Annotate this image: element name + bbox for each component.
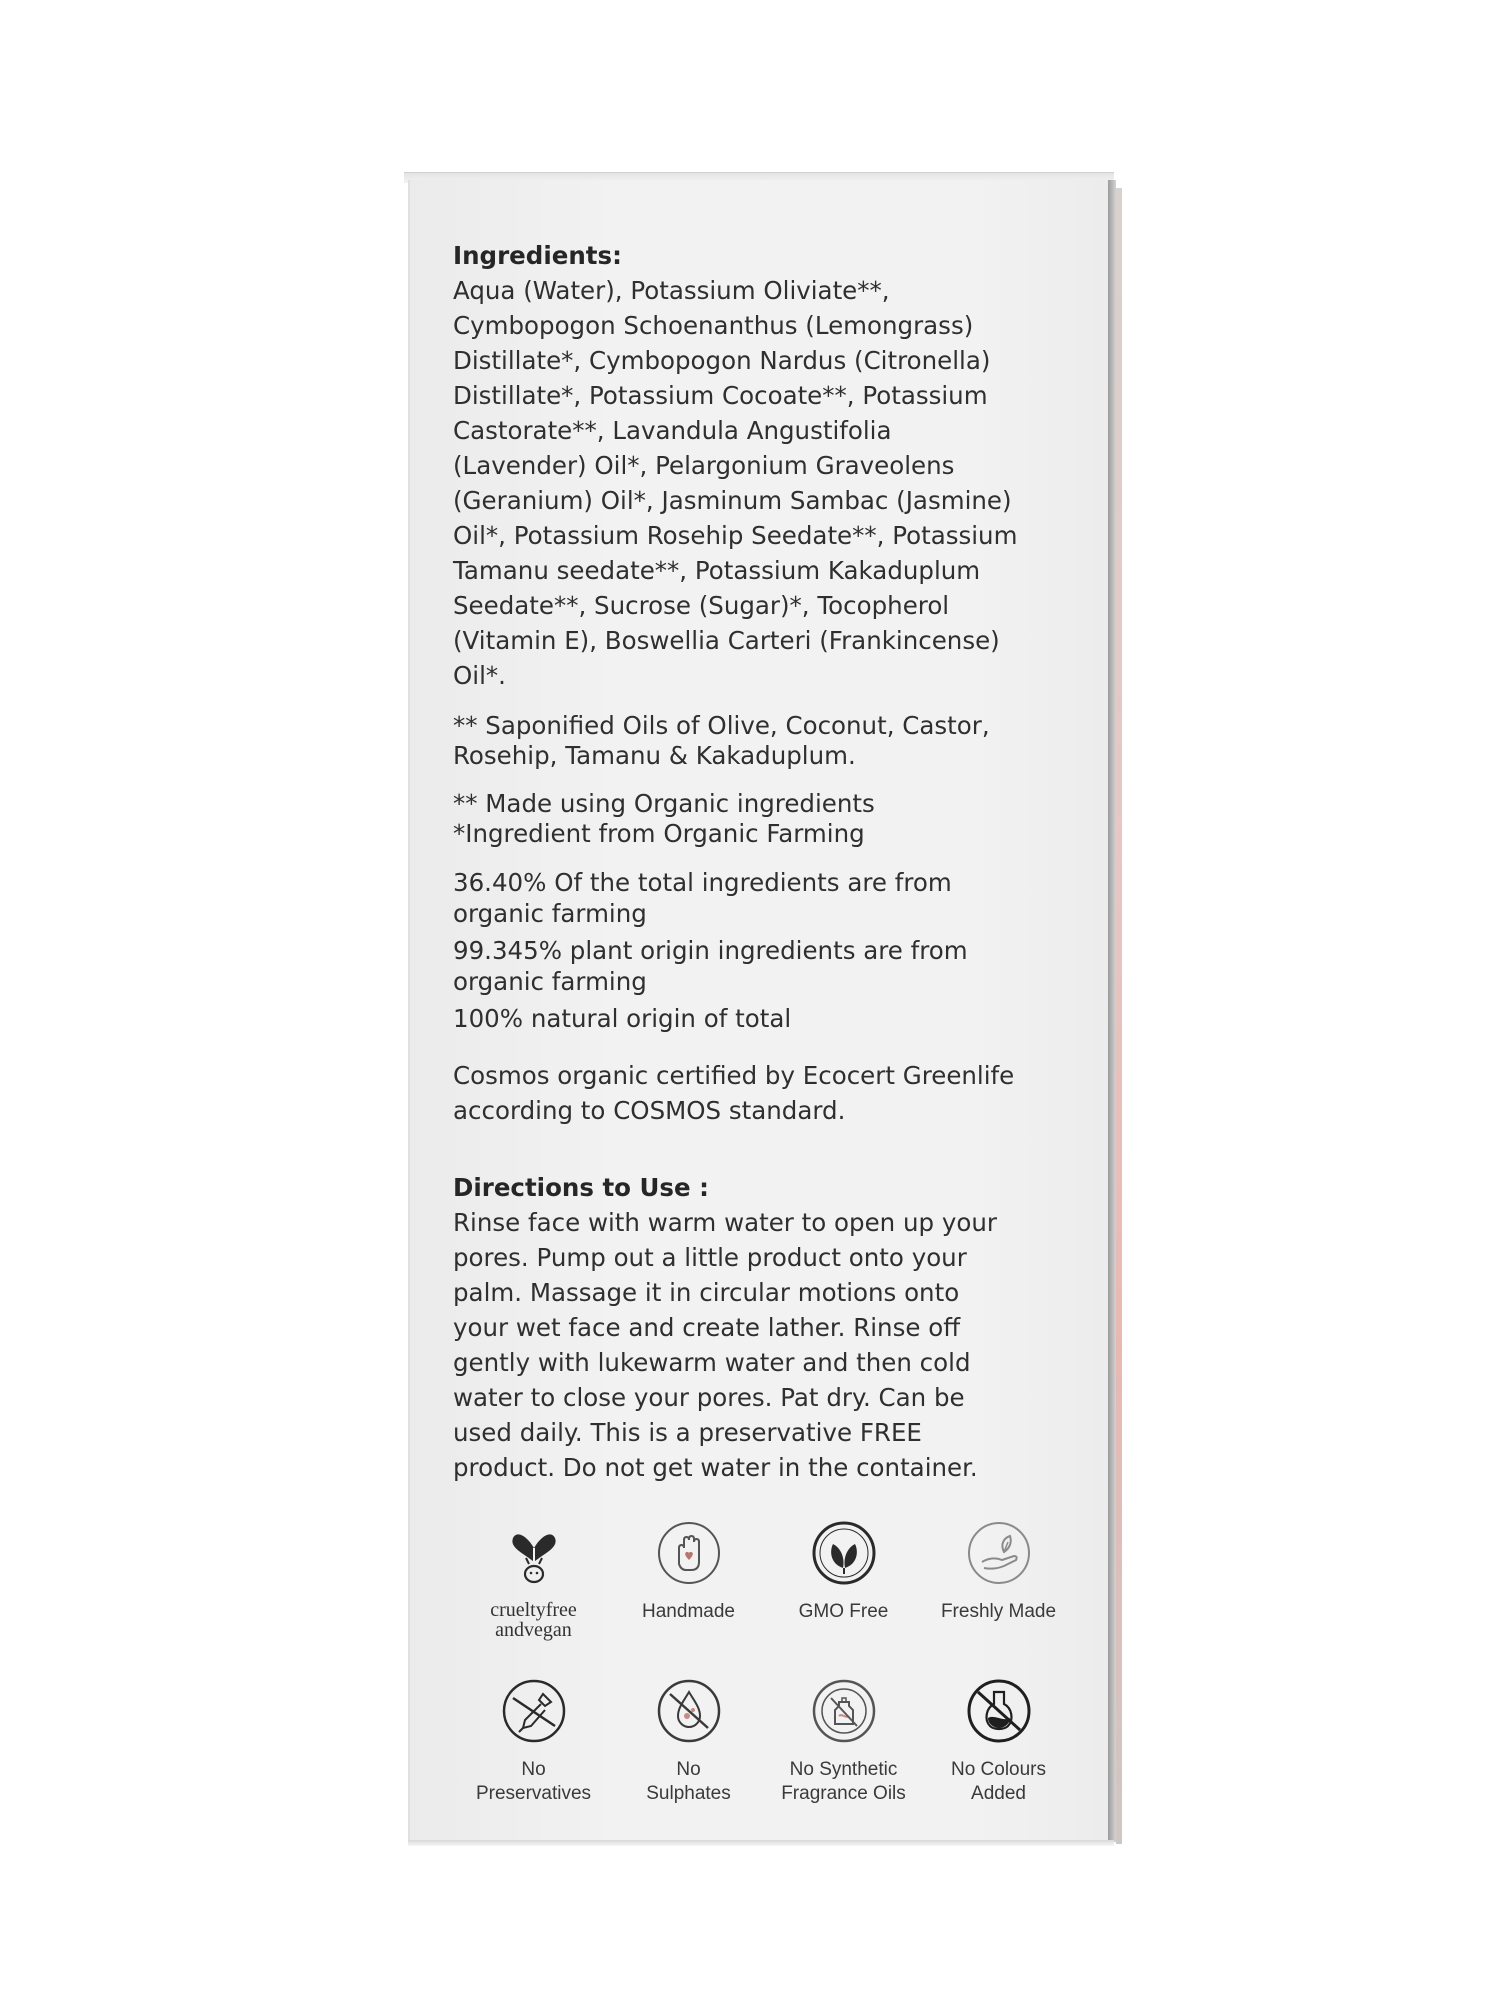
ingredients-list <box>453 273 1073 693</box>
box-bottom-edge <box>408 1840 1114 1846</box>
ingredients-line: Oil*, Potassium Rosehip Seedate**, Potassium <box>453 521 1018 550</box>
badge-cruelty-free <box>456 1518 611 1640</box>
ingredients-line: Aqua (Water), Potassium Oliviate**, <box>453 276 890 305</box>
directions-line: Rinse face with warm water to open up your <box>453 1208 997 1237</box>
badge-label: crueltyfree <box>490 1599 577 1621</box>
origin-percentages <box>453 867 1073 1034</box>
product-badges <box>456 1518 1076 1806</box>
percentage-line: 99.345% plant origin ingredients are from <box>453 936 968 965</box>
note-line: *Ingredient from Organic Farming <box>453 819 865 848</box>
no-colours-icon <box>964 1676 1034 1746</box>
handmade-icon <box>654 1518 724 1588</box>
badge-label: andvegan <box>495 1619 572 1641</box>
no-preservatives-icon <box>499 1676 569 1746</box>
label-text <box>453 238 1073 1485</box>
directions-line: product. Do not get water in the container. <box>453 1453 978 1482</box>
badge-label: No Colours <box>950 1759 1047 1780</box>
ingredients-heading: Ingredients: <box>453 241 622 270</box>
directions-line: used daily. This is a preservative FREE <box>453 1418 922 1447</box>
badge-label: Added <box>971 1783 1026 1804</box>
box-side-edge <box>1116 188 1122 1844</box>
badge-gmo-free <box>766 1518 921 1640</box>
badge-label: No <box>676 1759 701 1780</box>
gmo-free-icon <box>809 1518 879 1588</box>
organic-note <box>453 789 1073 849</box>
ingredients-line: (Lavender) Oil*, Pelargonium Graveolens <box>453 451 955 480</box>
percentage-line: organic farming <box>453 967 647 996</box>
badge-label: Sulphates <box>646 1783 731 1804</box>
cruelty-free-vegan-icon <box>499 1518 569 1588</box>
directions-line: gently with lukewarm water and then cold <box>453 1348 971 1377</box>
directions-line: palm. Massage it in circular motions onto <box>453 1278 960 1307</box>
badge-label: No <box>521 1759 546 1780</box>
ingredients-line: Distillate*, Potassium Cocoate**, Potassium <box>453 381 988 410</box>
badge-label: Freshly Made <box>940 1601 1057 1622</box>
badge-label: Preservatives <box>475 1783 592 1804</box>
certification-line: according to COSMOS standard. <box>453 1096 846 1125</box>
ingredients-line: Tamanu seedate**, Potassium Kakaduplum <box>453 556 981 585</box>
ingredients-line: Castorate**, Lavandula Angustifolia <box>453 416 892 445</box>
badge-no-colours <box>921 1676 1076 1806</box>
directions-line: water to close your pores. Pat dry. Can be <box>453 1383 965 1412</box>
ingredients-line: (Vitamin E), Boswellia Carteri (Frankincense) <box>453 626 1000 655</box>
directions-line: your wet face and create lather. Rinse off <box>453 1313 961 1342</box>
no-synthetic-fragrance-icon <box>809 1676 879 1746</box>
ingredients-line: (Geranium) Oil*, Jasminum Sambac (Jasmine) <box>453 486 1012 515</box>
percentage-item <box>453 867 1073 929</box>
badge-no-synthetic-fragrance <box>766 1676 921 1806</box>
badge-freshly-made <box>921 1518 1076 1640</box>
badge-handmade <box>611 1518 766 1640</box>
freshly-made-icon <box>964 1518 1034 1588</box>
directions-line: pores. Pump out a little product onto your <box>453 1243 967 1272</box>
ingredients-line: Oil*. <box>453 661 506 690</box>
badge-label: Fragrance Oils <box>781 1783 906 1804</box>
directions-text <box>453 1205 1073 1485</box>
badge-label: No Synthetic <box>789 1759 898 1780</box>
no-sulphates-icon <box>654 1676 724 1746</box>
saponified-note <box>453 711 1073 771</box>
percentage-item <box>453 1003 1073 1034</box>
note-line: Rosehip, Tamanu & Kakaduplum. <box>453 741 856 770</box>
note-line: ** Made using Organic ingredients <box>453 789 875 818</box>
box-side-shadow <box>1108 180 1116 1842</box>
badge-no-sulphates <box>611 1676 766 1806</box>
certification-note <box>453 1058 1073 1128</box>
badge-label: Handmade <box>642 1601 735 1622</box>
ingredients-line: Seedate**, Sucrose (Sugar)*, Tocopherol <box>453 591 950 620</box>
percentage-item <box>453 935 1073 997</box>
directions-heading: Directions to Use : <box>453 1173 709 1202</box>
certification-line: Cosmos organic certified by Ecocert Greenlife <box>453 1061 1015 1090</box>
percentage-line: 100% natural origin of total <box>453 1004 792 1033</box>
percentage-line: organic farming <box>453 899 647 928</box>
badge-label: GMO Free <box>798 1601 889 1622</box>
ingredients-line: Distillate*, Cymbopogon Nardus (Citronella) <box>453 346 991 375</box>
badge-no-preservatives <box>456 1676 611 1806</box>
percentage-line: 36.40% Of the total ingredients are from <box>453 868 952 897</box>
note-line: ** Saponified Oils of Olive, Coconut, Castor, <box>453 711 990 740</box>
ingredients-line: Cymbopogon Schoenanthus (Lemongrass) <box>453 311 974 340</box>
